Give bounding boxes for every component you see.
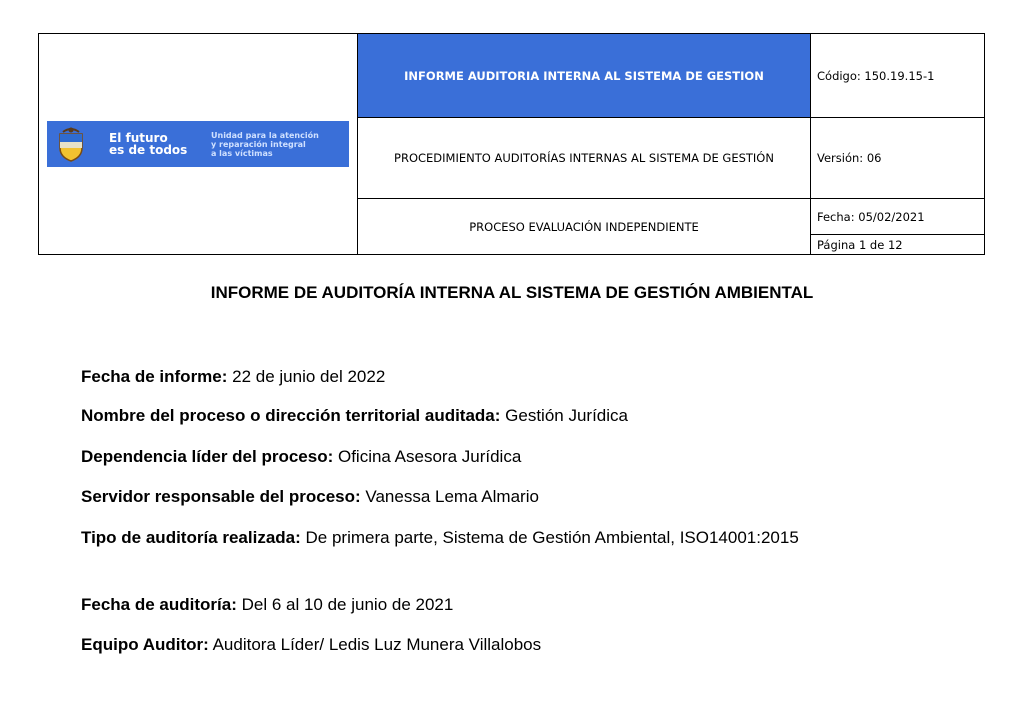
document-code: Código: 150.19.15-1 — [811, 34, 985, 118]
field-value: Gestión Jurídica — [500, 406, 628, 425]
logo-cell — [39, 34, 358, 255]
procedure-name: PROCEDIMIENTO AUDITORÍAS INTERNAS AL SISTEMA DE GESTIÓN — [358, 118, 811, 199]
field-value: Vanessa Lema Almario — [360, 487, 539, 506]
field-value: De primera parte, Sistema de Gestión Ambiental, ISO14001:2015 — [300, 528, 799, 547]
document-version: Versión: 06 — [811, 118, 985, 199]
process-name: PROCESO EVALUACIÓN INDEPENDIENTE — [358, 199, 811, 255]
report-title-cell: INFORME AUDITORIA INTERNA AL SISTEMA DE GESTION — [358, 34, 811, 118]
field-label: Fecha de informe: — [81, 367, 228, 386]
logo-slogan: El futuro es de todos — [109, 131, 188, 157]
page-number: Página 1 de 12 — [811, 235, 985, 255]
field-responsible — [81, 486, 943, 508]
page-title: INFORME DE AUDITORÍA INTERNA AL SISTEMA DE GESTIÓN AMBIENTAL — [210, 283, 814, 302]
field-process-name — [81, 405, 943, 427]
document-header — [38, 33, 985, 255]
field-value: 22 de junio del 2022 — [227, 367, 386, 386]
field-audit-date — [81, 594, 943, 616]
logo-agency-name: Unidad para la atención y reparación integral a las víctimas — [211, 130, 319, 158]
coat-of-arms-icon — [53, 124, 89, 164]
field-lead-dependency — [81, 446, 943, 468]
field-label: Fecha de auditoría: — [81, 595, 237, 614]
field-value: Auditora Líder/ Ledis Luz Munera Villalobos — [208, 635, 542, 654]
field-report-date — [81, 366, 943, 388]
field-audit-team — [81, 634, 943, 656]
document-date: Fecha: 05/02/2021 — [811, 199, 985, 235]
institution-logo — [47, 121, 349, 167]
field-label: Dependencia líder del proceso: — [81, 447, 334, 466]
field-label: Tipo de auditoría realizada: — [81, 528, 301, 547]
field-label: Servidor responsable del proceso: — [81, 487, 361, 506]
field-label: Equipo Auditor: — [81, 635, 209, 654]
field-value: Oficina Asesora Jurídica — [333, 447, 522, 466]
field-audit-type — [81, 527, 943, 549]
field-label: Nombre del proceso o dirección territorial auditada: — [81, 406, 501, 425]
field-value: Del 6 al 10 de junio de 2021 — [236, 595, 454, 614]
